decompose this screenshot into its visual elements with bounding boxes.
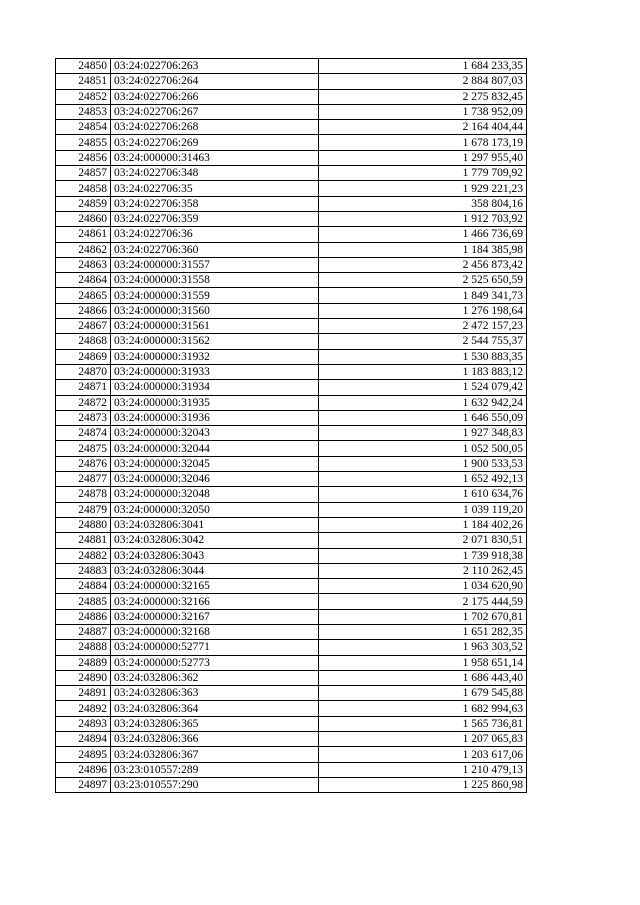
table-row [56, 686, 527, 701]
table-row [56, 288, 527, 303]
row-number-cell: 24876 [56, 456, 111, 471]
value-cell: 2 884 807,03 [319, 74, 527, 89]
cadastral-number-cell: 03:24:022706:348 [111, 166, 319, 181]
cadastral-number-cell: 03:24:000000:31463 [111, 150, 319, 165]
value-cell: 1 927 348,83 [319, 426, 527, 441]
table-row [56, 196, 527, 211]
cadastral-number-cell: 03:24:000000:32166 [111, 594, 319, 609]
row-number-cell: 24881 [56, 533, 111, 548]
value-cell: 1 207 065,83 [319, 732, 527, 747]
value-cell: 1 779 709,92 [319, 166, 527, 181]
row-number-cell: 24879 [56, 502, 111, 517]
table-row [56, 655, 527, 670]
table-row [56, 762, 527, 777]
cadastral-number-cell: 03:24:022706:35 [111, 181, 319, 196]
cadastral-value-table [55, 58, 527, 793]
value-cell: 1 039 119,20 [319, 502, 527, 517]
table-row [56, 640, 527, 655]
cadastral-number-cell: 03:24:000000:32168 [111, 624, 319, 639]
value-cell: 1 034 620,90 [319, 579, 527, 594]
cadastral-number-cell: 03:24:000000:32050 [111, 502, 319, 517]
row-number-cell: 24854 [56, 120, 111, 135]
value-cell: 1 210 479,13 [319, 762, 527, 777]
value-cell: 1 530 883,35 [319, 349, 527, 364]
row-number-cell: 24893 [56, 716, 111, 731]
table-row [56, 670, 527, 685]
table-row [56, 456, 527, 471]
table-row [56, 472, 527, 487]
table-row [56, 150, 527, 165]
value-cell: 1 678 173,19 [319, 135, 527, 150]
table-row [56, 227, 527, 242]
table-row [56, 701, 527, 716]
cadastral-number-cell: 03:24:032806:367 [111, 747, 319, 762]
cadastral-number-cell: 03:24:000000:31934 [111, 380, 319, 395]
cadastral-number-cell: 03:24:000000:32046 [111, 472, 319, 487]
table-row [56, 303, 527, 318]
row-number-cell: 24887 [56, 624, 111, 639]
cadastral-number-cell: 03:24:022706:264 [111, 74, 319, 89]
row-number-cell: 24874 [56, 426, 111, 441]
table-row [56, 609, 527, 624]
row-number-cell: 24852 [56, 89, 111, 104]
row-number-cell: 24889 [56, 655, 111, 670]
table-row [56, 395, 527, 410]
value-cell: 2 275 832,45 [319, 89, 527, 104]
table-row [56, 777, 527, 792]
cadastral-number-cell: 03:24:000000:32167 [111, 609, 319, 624]
row-number-cell: 24878 [56, 487, 111, 502]
value-cell: 1 524 079,42 [319, 380, 527, 395]
cadastral-number-cell: 03:24:022706:269 [111, 135, 319, 150]
cadastral-number-cell: 03:24:032806:3043 [111, 548, 319, 563]
value-cell: 2 110 262,45 [319, 563, 527, 578]
row-number-cell: 24877 [56, 472, 111, 487]
row-number-cell: 24875 [56, 441, 111, 456]
value-cell: 1 632 942,24 [319, 395, 527, 410]
row-number-cell: 24867 [56, 319, 111, 334]
value-cell: 2 472 157,23 [319, 319, 527, 334]
table-row [56, 517, 527, 532]
table-row [56, 426, 527, 441]
value-cell: 1 184 402,26 [319, 517, 527, 532]
value-cell: 1 686 443,40 [319, 670, 527, 685]
cadastral-number-cell: 03:24:000000:32043 [111, 426, 319, 441]
value-cell: 1 929 221,23 [319, 181, 527, 196]
value-cell: 1 297 955,40 [319, 150, 527, 165]
row-number-cell: 24869 [56, 349, 111, 364]
cadastral-number-cell: 03:24:000000:32044 [111, 441, 319, 456]
value-cell: 1 900 533,53 [319, 456, 527, 471]
value-cell: 1 052 500,05 [319, 441, 527, 456]
row-number-cell: 24868 [56, 334, 111, 349]
value-cell: 1 203 617,06 [319, 747, 527, 762]
cadastral-number-cell: 03:24:000000:31935 [111, 395, 319, 410]
row-number-cell: 24896 [56, 762, 111, 777]
table-row [56, 747, 527, 762]
table-row [56, 732, 527, 747]
row-number-cell: 24880 [56, 517, 111, 532]
value-cell: 1 684 233,35 [319, 59, 527, 74]
table-row [56, 624, 527, 639]
cadastral-number-cell: 03:24:000000:31560 [111, 303, 319, 318]
value-cell: 1 958 651,14 [319, 655, 527, 670]
cadastral-number-cell: 03:24:000000:32048 [111, 487, 319, 502]
value-cell: 1 912 703,92 [319, 211, 527, 226]
row-number-cell: 24897 [56, 777, 111, 792]
table-row [56, 380, 527, 395]
row-number-cell: 24857 [56, 166, 111, 181]
value-cell: 2 071 830,51 [319, 533, 527, 548]
value-cell: 1 702 670,81 [319, 609, 527, 624]
cadastral-number-cell: 03:24:032806:3044 [111, 563, 319, 578]
row-number-cell: 24866 [56, 303, 111, 318]
table-row [56, 441, 527, 456]
table-row [56, 273, 527, 288]
cadastral-number-cell: 03:24:000000:52771 [111, 640, 319, 655]
row-number-cell: 24891 [56, 686, 111, 701]
table-row [56, 410, 527, 425]
table-row [56, 716, 527, 731]
table-row [56, 349, 527, 364]
table-row [56, 59, 527, 74]
table-row [56, 563, 527, 578]
row-number-cell: 24886 [56, 609, 111, 624]
cadastral-number-cell: 03:24:022706:359 [111, 211, 319, 226]
value-cell: 2 175 444,59 [319, 594, 527, 609]
cadastral-number-cell: 03:24:000000:31557 [111, 257, 319, 272]
cadastral-number-cell: 03:23:010557:290 [111, 777, 319, 792]
table-row [56, 579, 527, 594]
value-cell: 1 646 550,09 [319, 410, 527, 425]
value-cell: 1 849 341,73 [319, 288, 527, 303]
cadastral-number-cell: 03:24:032806:3042 [111, 533, 319, 548]
value-cell: 2 544 755,37 [319, 334, 527, 349]
row-number-cell: 24860 [56, 211, 111, 226]
cadastral-number-cell: 03:24:022706:358 [111, 196, 319, 211]
cadastral-number-cell: 03:24:000000:31561 [111, 319, 319, 334]
row-number-cell: 24853 [56, 104, 111, 119]
cadastral-number-cell: 03:24:000000:32165 [111, 579, 319, 594]
cadastral-number-cell: 03:24:022706:360 [111, 242, 319, 257]
cadastral-number-cell: 03:24:000000:52773 [111, 655, 319, 670]
table-row [56, 74, 527, 89]
row-number-cell: 24885 [56, 594, 111, 609]
table-row [56, 502, 527, 517]
row-number-cell: 24855 [56, 135, 111, 150]
value-cell: 1 565 736,81 [319, 716, 527, 731]
cadastral-number-cell: 03:24:032806:362 [111, 670, 319, 685]
row-number-cell: 24865 [56, 288, 111, 303]
value-cell: 1 682 994,63 [319, 701, 527, 716]
value-cell: 1 225 860,98 [319, 777, 527, 792]
row-number-cell: 24888 [56, 640, 111, 655]
value-cell: 1 466 736,69 [319, 227, 527, 242]
table-row [56, 548, 527, 563]
cadastral-number-cell: 03:24:032806:366 [111, 732, 319, 747]
cadastral-number-cell: 03:24:022706:267 [111, 104, 319, 119]
cadastral-number-cell: 03:24:032806:365 [111, 716, 319, 731]
value-cell: 2 456 873,42 [319, 257, 527, 272]
value-cell: 1 610 634,76 [319, 487, 527, 502]
row-number-cell: 24862 [56, 242, 111, 257]
table-row [56, 257, 527, 272]
value-cell: 1 651 282,35 [319, 624, 527, 639]
row-number-cell: 24861 [56, 227, 111, 242]
value-cell: 1 652 492,13 [319, 472, 527, 487]
cadastral-number-cell: 03:24:000000:31936 [111, 410, 319, 425]
value-cell: 1 276 198,64 [319, 303, 527, 318]
table-row [56, 89, 527, 104]
cadastral-number-cell: 03:24:032806:363 [111, 686, 319, 701]
cadastral-number-cell: 03:24:000000:31932 [111, 349, 319, 364]
cadastral-number-cell: 03:24:022706:263 [111, 59, 319, 74]
row-number-cell: 24851 [56, 74, 111, 89]
row-number-cell: 24863 [56, 257, 111, 272]
row-number-cell: 24892 [56, 701, 111, 716]
cadastral-number-cell: 03:24:022706:36 [111, 227, 319, 242]
value-cell: 2 525 650,59 [319, 273, 527, 288]
value-cell: 1 184 385,98 [319, 242, 527, 257]
table-row [56, 181, 527, 196]
row-number-cell: 24858 [56, 181, 111, 196]
row-number-cell: 24870 [56, 364, 111, 379]
cadastral-number-cell: 03:24:000000:31558 [111, 273, 319, 288]
row-number-cell: 24894 [56, 732, 111, 747]
row-number-cell: 24872 [56, 395, 111, 410]
table-row [56, 135, 527, 150]
row-number-cell: 24883 [56, 563, 111, 578]
table-row [56, 104, 527, 119]
table-row [56, 334, 527, 349]
cadastral-number-cell: 03:24:022706:268 [111, 120, 319, 135]
table-row [56, 487, 527, 502]
row-number-cell: 24859 [56, 196, 111, 211]
cadastral-number-cell: 03:23:010557:289 [111, 762, 319, 777]
cadastral-number-cell: 03:24:000000:31933 [111, 364, 319, 379]
table-row [56, 242, 527, 257]
table-row [56, 364, 527, 379]
table-row [56, 533, 527, 548]
cadastral-number-cell: 03:24:000000:31559 [111, 288, 319, 303]
value-cell: 1 738 952,09 [319, 104, 527, 119]
row-number-cell: 24856 [56, 150, 111, 165]
cadastral-number-cell: 03:24:000000:31562 [111, 334, 319, 349]
cadastral-number-cell: 03:24:000000:32045 [111, 456, 319, 471]
table-row [56, 211, 527, 226]
value-cell: 2 164 404,44 [319, 120, 527, 135]
table-row [56, 166, 527, 181]
row-number-cell: 24895 [56, 747, 111, 762]
table-row [56, 594, 527, 609]
row-number-cell: 24850 [56, 59, 111, 74]
row-number-cell: 24890 [56, 670, 111, 685]
value-cell: 1 963 303,52 [319, 640, 527, 655]
value-cell: 1 183 883,12 [319, 364, 527, 379]
cadastral-number-cell: 03:24:022706:266 [111, 89, 319, 104]
cadastral-number-cell: 03:24:032806:3041 [111, 517, 319, 532]
cadastral-number-cell: 03:24:032806:364 [111, 701, 319, 716]
row-number-cell: 24873 [56, 410, 111, 425]
row-number-cell: 24882 [56, 548, 111, 563]
table-row [56, 319, 527, 334]
value-cell: 1 679 545,88 [319, 686, 527, 701]
table-row [56, 120, 527, 135]
row-number-cell: 24871 [56, 380, 111, 395]
row-number-cell: 24884 [56, 579, 111, 594]
row-number-cell: 24864 [56, 273, 111, 288]
value-cell: 1 739 918,38 [319, 548, 527, 563]
table-body [56, 59, 527, 793]
value-cell: 358 804,16 [319, 196, 527, 211]
